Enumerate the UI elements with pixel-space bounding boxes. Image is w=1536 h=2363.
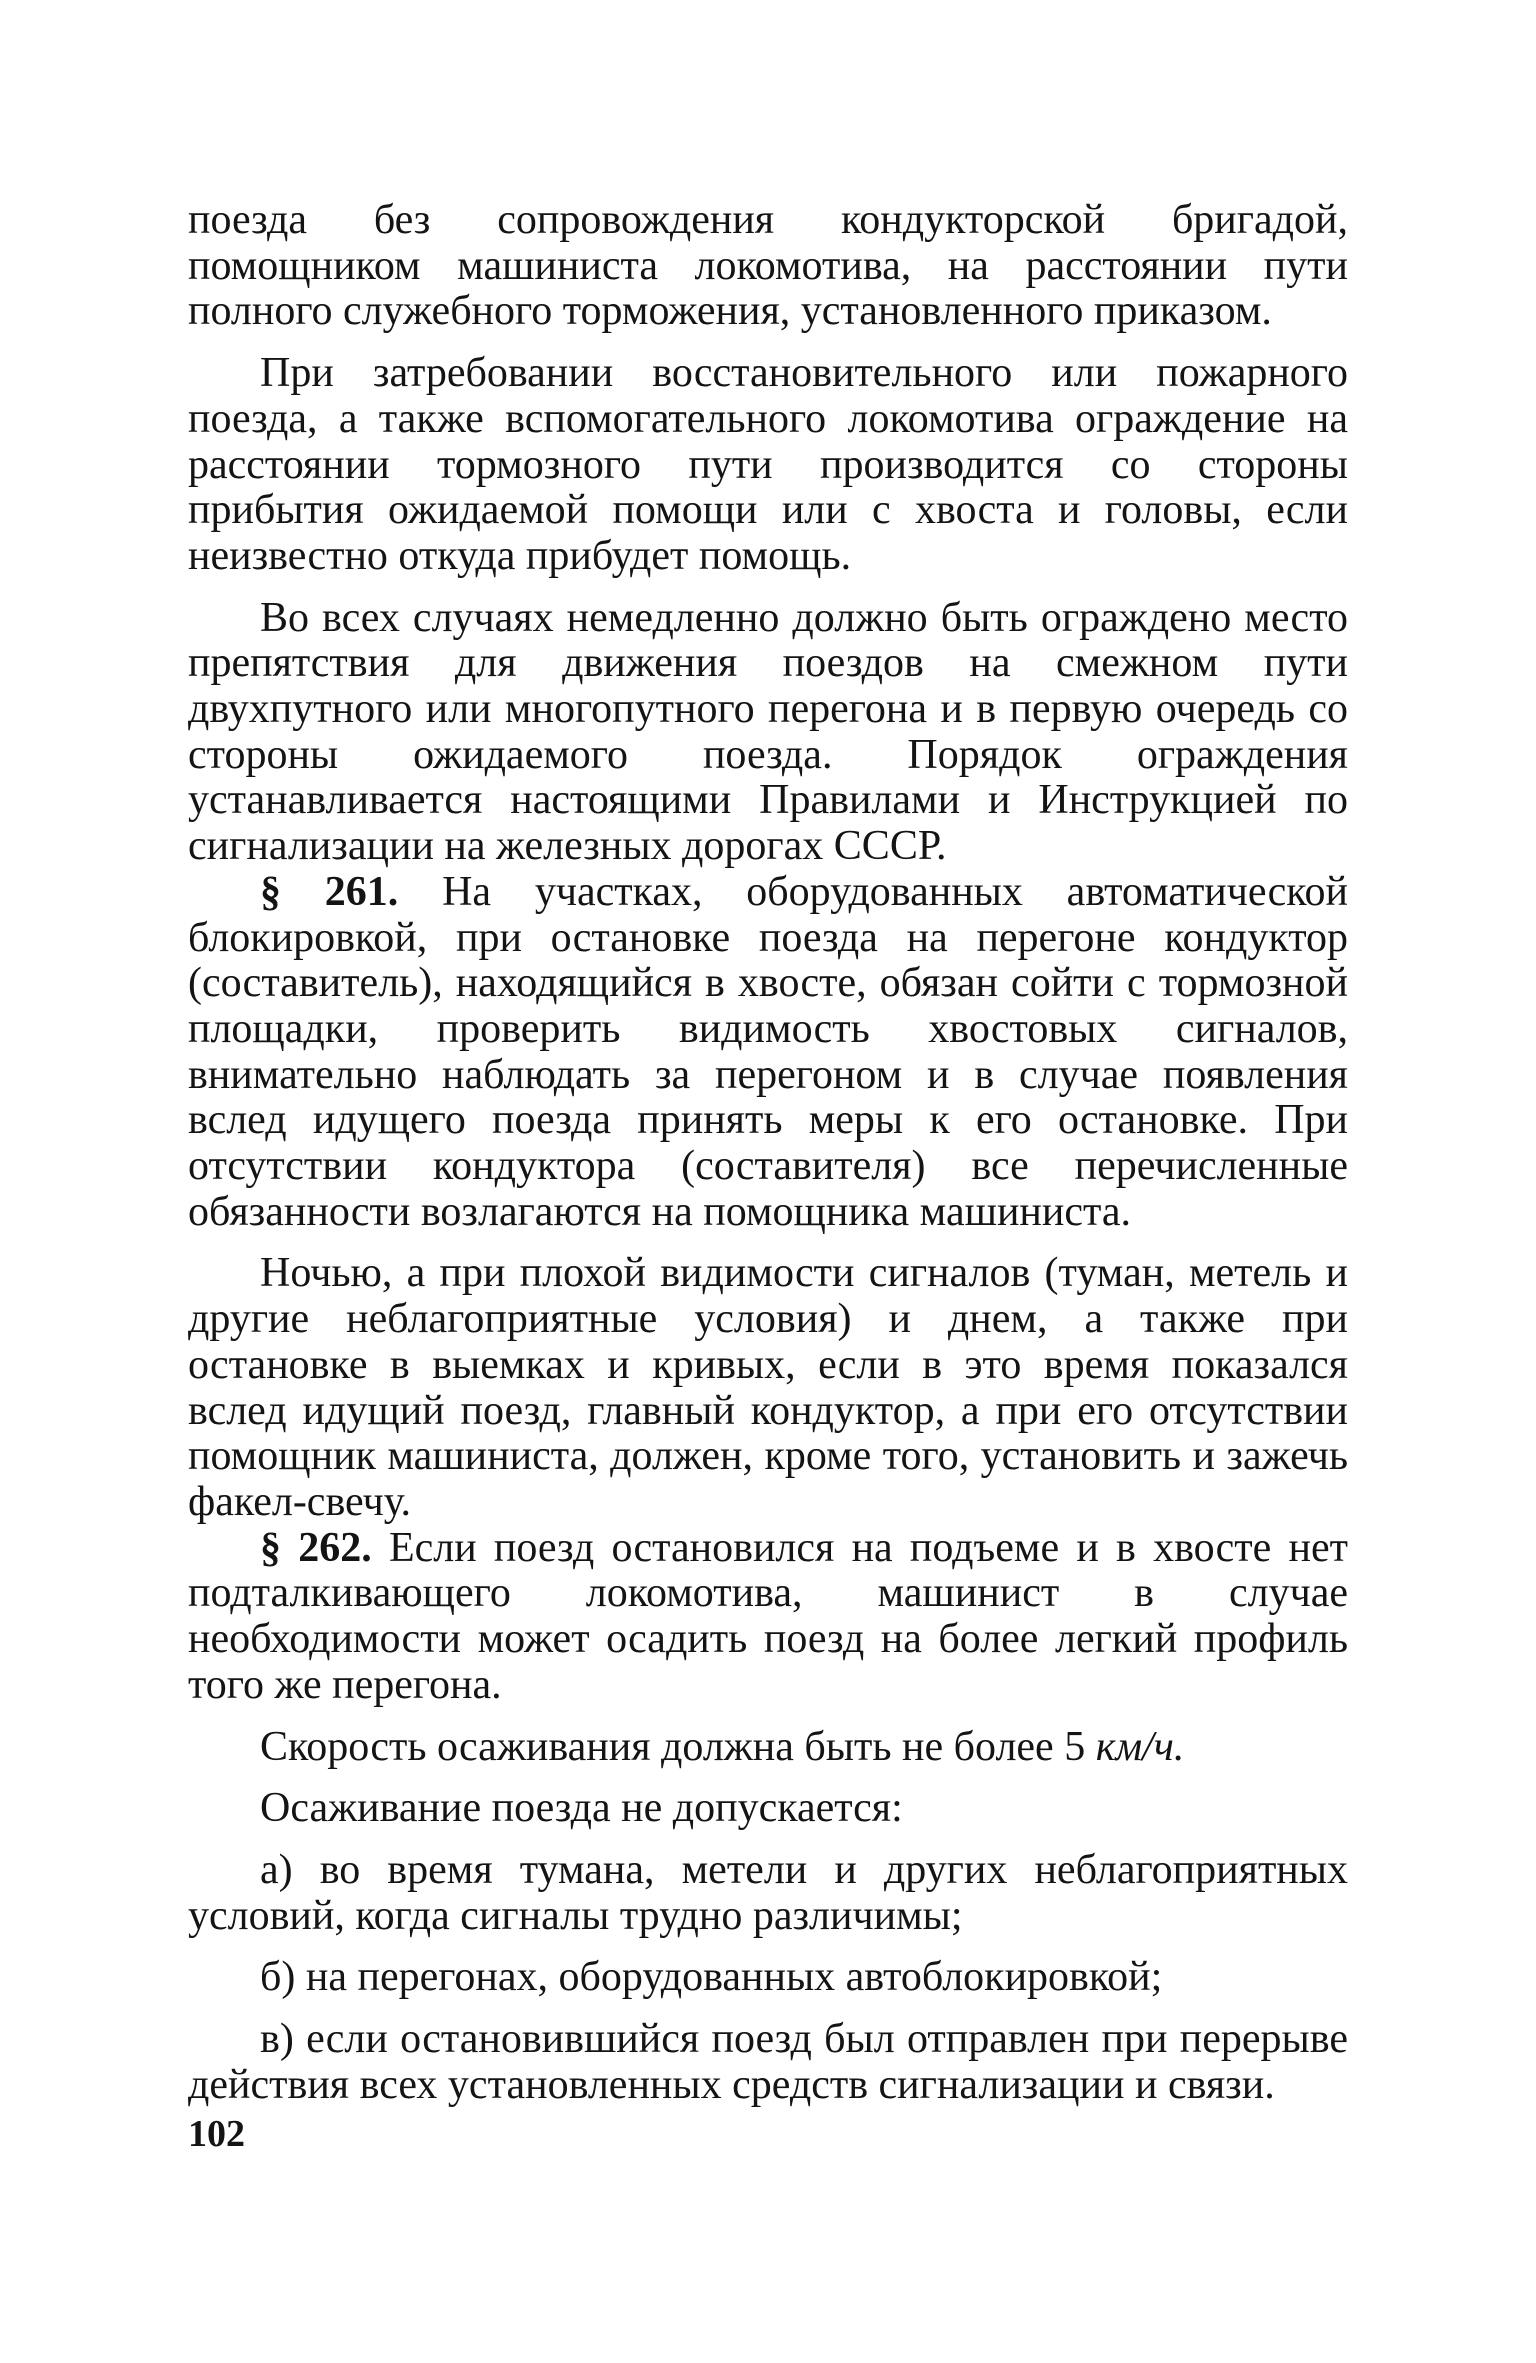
paragraph-text: Осаживание поезда не допускается: <box>260 1785 903 1832</box>
section-number: § 262. <box>260 1524 372 1571</box>
section-number: § 261. <box>260 868 399 915</box>
section-paragraph-262 <box>188 1526 1348 1709</box>
paragraph-text: На участках, оборудованных автоматической блокировкой, при остановке поезда на перегоне кондуктор (составитель), находящийся в хвосте, обязан сойти с тормозной площадки, проверить видимость хвостовых сигналов, внимательно наблюдать за перегоном и в случае появления вслед идущего поезда принять меры к его остановке. При отсутствии кондуктора (составителя) все перечисленные обязанности возлагаются на помощника машиниста. <box>188 868 1348 1235</box>
paragraph-text: б) на перегонах, оборудованных автоблокировкой; <box>260 1954 1163 2001</box>
paragraph-text: поезда без сопровождения кондукторской бригадой, помощником машиниста локомотива, на расстоянии пути полного служебного торможения, установленного приказом. <box>188 197 1348 335</box>
page-number: 102 <box>188 2113 245 2155</box>
list-item <box>188 1848 1348 1939</box>
list-item <box>188 2017 1348 2108</box>
paragraph <box>188 1786 1348 1832</box>
paragraph-text: Во всех случаях немедленно должно быть ограждено место препятствия для движения поездов на смежном пути двухпутного или многопутного перегона и в первую очередь со стороны ожидаемого поезда. Порядок ограждения устанавливается настоящими Правилами и Инструкцией по сигнализации на железных дорогах СССР. <box>188 594 1348 870</box>
paragraph-text: Скорость осаживания должна быть не более 5 <box>260 1723 1086 1770</box>
section-paragraph-261 <box>188 870 1348 1236</box>
list-item <box>188 1955 1348 2001</box>
paragraph <box>188 1725 1348 1771</box>
paragraph <box>188 1251 1348 1525</box>
paragraph <box>188 596 1348 870</box>
paragraph <box>188 351 1348 580</box>
speed-unit: км/ч. <box>1095 1723 1185 1770</box>
paragraph-continuation <box>188 198 1348 335</box>
paragraph-text: Ночью, а при плохой видимости сигналов (туман, метель и другие неблагоприятные условия) и днем, а также при остановке в выемках и кривых, если в это время показался вслед идущий поезд, главный кондуктор, а при его отсутствии помощник машиниста, должен, кроме того, установить и зажечь факел-свечу. <box>188 1250 1348 1525</box>
paragraph-text: Если поезд остановился на подъеме и в хвосте нет подталкивающего локомотива, машинист в случае необходимости может осадить поезд на более легкий профиль того же перегона. <box>188 1524 1348 1708</box>
paragraph-text: а) во время тумана, метели и других неблагоприятных условий, когда сигналы трудно различимы; <box>188 1846 1348 1939</box>
paragraph-text: в) если остановившийся поезд был отправлен при перерыве действия всех установленных средств сигнализации и связи. <box>188 2016 1348 2108</box>
paragraph-text: При затребовании восстановительного или пожарного поезда, а также вспомогательного локомотива ограждение на расстоянии тормозного пути производится со стороны прибытия ожидаемой помощи или с хвоста и головы, если неизвестно откуда прибудет помощь. <box>188 350 1348 579</box>
body-text <box>188 198 1348 2108</box>
